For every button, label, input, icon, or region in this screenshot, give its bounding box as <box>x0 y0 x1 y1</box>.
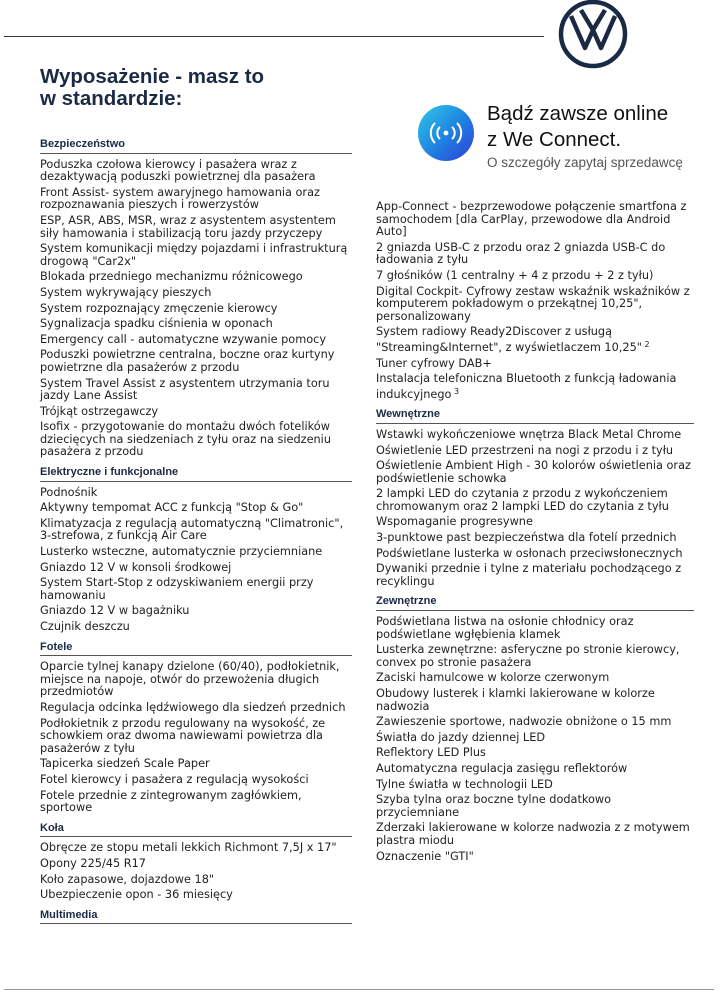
feature-item-text: Gniazdo 12 V w konsoli środkowej <box>40 560 232 574</box>
feature-item-text: Gniazdo 12 V w bagażniku <box>40 604 190 618</box>
feature-item-text: Ubezpieczenie opon - 36 miesięcy <box>40 888 233 902</box>
feature-item <box>376 548 694 561</box>
feature-item-text: Emergency call - automatyczne wzywanie pomocy <box>40 332 327 346</box>
feature-item-text: Podłokietnik z przodu regulowany na wysokość, ze schowkiem oraz dwoma nawiewami powietrza dla pasażerów z tyłu <box>40 716 326 755</box>
feature-item <box>376 779 694 792</box>
feature-item-text: System komunikacji między pojazdami i infrastrukturą drogową "Car2x" <box>40 242 348 268</box>
section-heading: Wewnętrzne <box>376 408 694 424</box>
connectivity-icon <box>418 105 474 161</box>
feature-item <box>40 577 352 602</box>
left-column <box>40 138 352 929</box>
feature-item <box>376 326 694 354</box>
feature-item <box>40 518 352 543</box>
feature-item <box>40 243 352 268</box>
page-title-line1: Wyposażenie - masz to <box>40 65 265 88</box>
feature-item <box>376 851 694 864</box>
feature-section <box>40 138 352 466</box>
feature-section <box>376 201 694 408</box>
footnote-marker: 2 <box>641 339 650 349</box>
feature-item-text: Zawieszenie sportowe, nadwozie obniżone o 15 mm <box>376 715 672 729</box>
feature-item <box>40 758 352 771</box>
feature-item-text: Lusterko wsteczne, automatycznie przyciemniane <box>40 545 323 559</box>
feature-item <box>376 716 694 729</box>
feature-item-text: Reflektory LED Plus <box>376 746 486 760</box>
feature-item-text: Oświetlenie Ambient High - 30 kolorów oświetlenia oraz podświetlenie schowka <box>376 459 691 485</box>
feature-item-text: Koło zapasowe, dojazdowe 18" <box>40 872 215 886</box>
feature-item-text: Zaciski hamulcowe w kolorze czerwonym <box>376 671 610 685</box>
feature-item <box>376 747 694 760</box>
feature-item-text: System radiowy Ready2Discover z usługą "Streaming&Internet", z wyświetlaczem 10,25" <box>376 325 642 354</box>
feature-item <box>40 303 352 316</box>
feature-item <box>40 406 352 419</box>
feature-item-text: Digital Cockpit- Cyfrowy zestaw wskaźnik wskaźników z komputerem pokładowym o przekątnej 10,25", personalizowany <box>376 284 690 323</box>
feature-item <box>40 349 352 374</box>
feature-item <box>376 242 694 267</box>
feature-section <box>40 909 352 925</box>
feature-item <box>40 661 352 699</box>
section-heading: Koła <box>40 822 352 838</box>
feature-item-text: 3-punktowe past bezpieczeństwa dla fotelí przednich <box>376 531 677 545</box>
feature-item-text: Oświetlenie LED przestrzeni na nogi z przodu i z tyłu <box>376 443 674 457</box>
feature-item <box>40 702 352 715</box>
section-heading: Zewnętrzne <box>376 595 694 611</box>
feature-item-text: 2 gniazda USB-C z przodu oraz 2 gniazda USB-C do ładowania z tyłu <box>376 240 666 267</box>
feature-item-text: Zderzaki lakierowane w kolorze nadwozia z z motywem plastra miodu <box>376 821 690 847</box>
feature-item <box>376 286 694 324</box>
feature-item-text: System Travel Assist z asystentem utrzymania toru jazdy Lane Assist <box>40 376 330 403</box>
feature-item-text: Automatyczna regulacja zasięgu reflektorów <box>376 761 628 775</box>
section-heading: Fotele <box>40 641 352 657</box>
feature-item-text: System Start-Stop z odzyskiwaniem energii przy hamowaniu <box>40 576 314 602</box>
feature-item <box>40 421 352 459</box>
feature-item <box>40 774 352 787</box>
feature-section <box>40 641 352 822</box>
feature-item-text: Oznaczenie "GTI" <box>376 849 474 863</box>
feature-section <box>376 595 694 870</box>
feature-item <box>40 874 352 887</box>
feature-item-text: Isofix - przygotowanie do montażu dwóch fotelików dziecięcych na siedzeniach z tyłu oraz na siedzeniu pasażera z przodu <box>40 420 331 459</box>
feature-item <box>376 794 694 819</box>
feature-item <box>40 842 352 855</box>
feature-item-text: Podnośnik <box>40 485 98 499</box>
feature-item-text: Lusterka zewnętrzne: asferyczne po stronie kierowcy, convex po stronie pasażera <box>376 643 680 669</box>
feature-item-text: Tapicerka siedzeń Scale Paper <box>40 757 210 771</box>
bottom-rule <box>4 989 714 990</box>
feature-item <box>376 732 694 745</box>
feature-item <box>40 215 352 240</box>
feature-item-text: Poduszka czołowa kierowcy i pasażera wraz z dezaktywacją poduszki powietrznej dla pasażera <box>40 157 316 184</box>
feature-item-text: Fotele przednie z zintegrowanym zagłówkiem, sportowe <box>40 788 302 815</box>
feature-item <box>40 858 352 871</box>
feature-item-text: Obręcze ze stopu metali lekkich Richmont 7,5J x 17" <box>40 841 337 855</box>
feature-item <box>376 445 694 458</box>
feature-item-text: ESP, ASR, ABS, MSR, wraz z asystentem asystentem siły hamowania i stabilizacją toru jazdy przyczepy <box>40 213 336 240</box>
feature-item-text: Poduszki powietrzne centralna, boczne oraz kurtyny powietrzne dla pasażerów z przodu <box>40 348 335 374</box>
feature-item-text: Dywaniki przednie i tylne z materiału pochodzącego z recyklingu <box>376 562 682 588</box>
feature-item <box>376 644 694 669</box>
feature-item-text: Tuner cyfrowy DAB+ <box>376 356 492 370</box>
feature-item <box>376 672 694 685</box>
feature-item-text: Czujnik deszczu <box>40 620 130 633</box>
feature-item <box>376 460 694 485</box>
feature-item <box>376 563 694 588</box>
feature-item-text: App-Connect - bezprzewodowe połączenie smartfona z samochodem [dla CarPlay, przewodowe dla Android Auto] <box>376 200 687 239</box>
we-connect-heading-1: Bądź zawsze online <box>487 102 669 125</box>
feature-item <box>376 688 694 713</box>
feature-item <box>376 616 694 641</box>
feature-item <box>40 187 352 212</box>
feature-item <box>376 429 694 442</box>
feature-item-text: 2 lampki LED do czytania z przodu z wykończeniem chromowanym oraz 2 lampki LED do czytania z tyłu <box>376 487 669 513</box>
feature-item <box>40 546 352 559</box>
feature-item <box>40 790 352 815</box>
feature-item <box>376 373 694 401</box>
feature-item <box>40 287 352 300</box>
page-title-line2: w standardzie: <box>40 87 183 110</box>
footnote-marker: 3 <box>451 386 460 396</box>
page-title <box>40 66 340 110</box>
feature-item-text: Podświetlane lusterka w osłonach przeciwsłonecznych <box>376 546 683 560</box>
feature-item-text: System wykrywający pieszych <box>40 285 212 299</box>
feature-item <box>40 159 352 184</box>
feature-item <box>376 488 694 513</box>
feature-item-text: Tylne światła w technologii LED <box>376 777 553 791</box>
feature-item <box>40 271 352 284</box>
feature-item <box>40 502 352 515</box>
feature-item <box>40 487 352 500</box>
feature-item <box>40 621 352 634</box>
feature-item-text: Oparcie tylnej kanapy dzielone (60/40), podłokietnik, miejsce na napoje, otwór do przewożenia długich przedmiotów <box>40 660 340 699</box>
feature-section <box>376 408 694 595</box>
feature-item <box>40 718 352 756</box>
feature-item-text: Szyba tylna oraz boczne tylne dodatkowo przyciemniane <box>376 793 612 819</box>
section-heading: Multimedia <box>40 909 352 925</box>
feature-item-text: Front Assist- system awaryjnego hamowania oraz rozpoznawania pieszych i rowerzystów <box>40 185 320 212</box>
vw-logo <box>552 0 634 72</box>
feature-item <box>376 532 694 545</box>
feature-item <box>376 270 694 283</box>
feature-item <box>40 889 352 902</box>
feature-item <box>376 822 694 847</box>
feature-item-text: Blokada przedniego mechanizmu różnicowego <box>40 270 303 284</box>
feature-item-text: Światła do jazdy dziennej LED <box>376 730 546 744</box>
feature-item <box>40 334 352 347</box>
feature-section <box>40 822 352 909</box>
feature-item-text: Wspomaganie progresywne <box>376 515 533 529</box>
feature-item-text: Wstawki wykończeniowe wnętrza Black Metal Chrome <box>376 427 682 441</box>
feature-item-text: 7 głośników (1 centralny + 4 z przodu + 2 z tyłu) <box>376 268 654 282</box>
feature-item-text: Podświetlana listwa na osłonie chłodnicy oraz podświetlane wgłębienia klamek <box>376 615 634 641</box>
section-heading: Elektryczne i funkcjonalne <box>40 466 352 482</box>
feature-section <box>40 466 352 641</box>
feature-item-text: Opony 225/45 R17 <box>40 856 146 870</box>
feature-item-text: Aktywny tempomat ACC z funkcją "Stop & Go" <box>40 501 304 515</box>
feature-item-text: Sygnalizacja spadku ciśnienia w oponach <box>40 317 273 331</box>
feature-item-text: Instalacja telefoniczna Bluetooth z funkcją ładowania indukcyjnego <box>376 372 677 401</box>
feature-item-text: Klimatyzacja z regulacją automatyczną "Climatronic", 3-strefowa, z funkcją Air Care <box>40 516 344 543</box>
we-connect-subheading: O szczegóły zapytaj sprzedawcę <box>487 155 683 170</box>
feature-item-text: Obudowy lusterek i klamki lakierowane w kolorze nadwozia <box>376 687 655 713</box>
feature-item <box>376 763 694 776</box>
feature-item <box>40 562 352 575</box>
feature-item <box>40 605 352 618</box>
feature-item-text: Trójkąt ostrzegawczy <box>40 404 159 418</box>
feature-item <box>376 516 694 529</box>
right-column <box>376 201 694 870</box>
feature-item-text: System rozpoznający zmęczenie kierowcy <box>40 301 278 315</box>
feature-item-text: Regulacja odcinka lędźwiowego dla siedzeń przednich <box>40 700 346 714</box>
feature-item <box>40 378 352 403</box>
feature-item <box>40 318 352 331</box>
we-connect-heading-2: z We Connect. <box>487 128 622 151</box>
feature-item <box>376 358 694 371</box>
section-heading: Bezpieczeństwo <box>40 138 352 154</box>
feature-item-text: Fotel kierowcy i pasażera z regulacją wysokości <box>40 772 309 786</box>
feature-item <box>376 201 694 239</box>
top-rule <box>4 36 544 37</box>
